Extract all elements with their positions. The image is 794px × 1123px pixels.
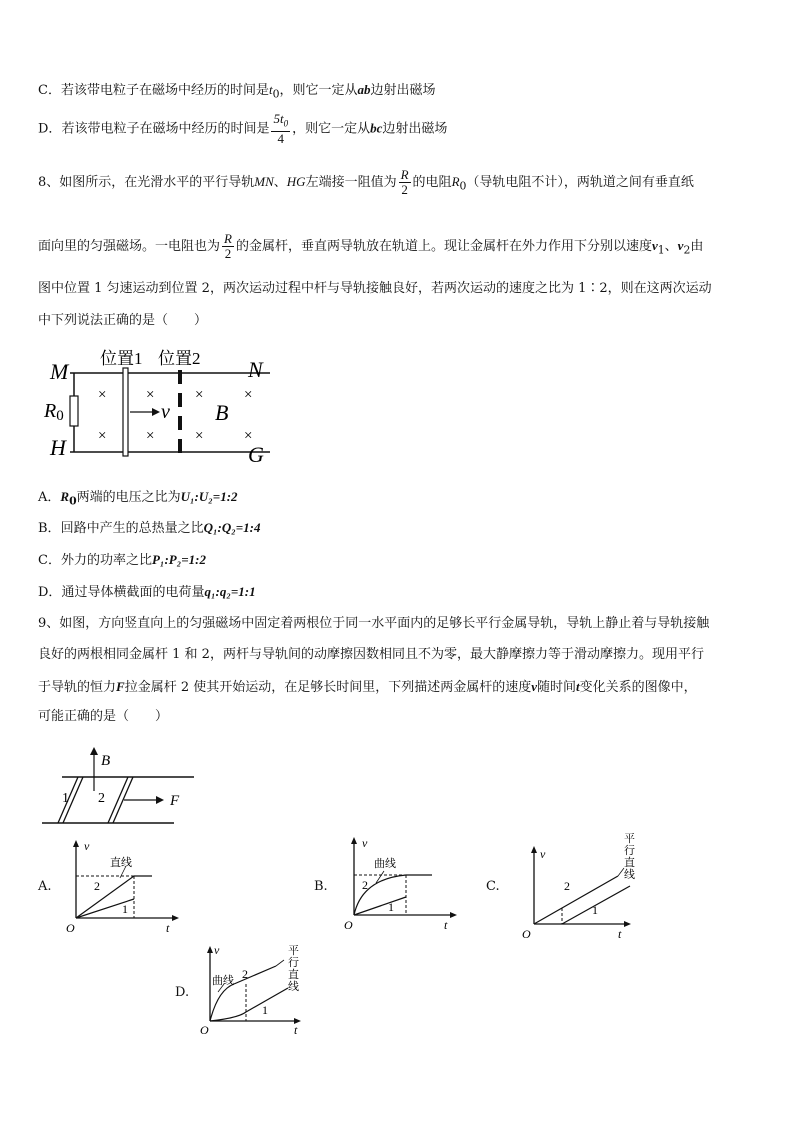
graph-d-label: D. (175, 985, 190, 1000)
label-b: B (101, 753, 111, 769)
svg-text:O: O (522, 927, 531, 940)
svg-text:O: O (66, 921, 75, 935)
svg-text:2: 2 (242, 967, 248, 981)
svg-text:v: v (214, 943, 220, 957)
q8-option-c: C．外力的功率之比P₁:P₂=1:2 (38, 552, 206, 568)
svg-text:2: 2 (362, 878, 368, 892)
svg-text:t: t (294, 1023, 298, 1037)
q8-stem-line3: 图中位置 1 匀速运动到位置 2，两次运动过程中杆与导轨接触良好，若两次运动的速度之比为 1∶2，则在这两次运动 (38, 281, 712, 296)
svg-text:×: × (98, 387, 107, 403)
svg-text:行: 行 (624, 845, 635, 857)
svg-text:1: 1 (388, 900, 394, 914)
svg-text:1: 1 (592, 903, 598, 917)
q8-stem-line4: 中下列说法正确的是（ ） (38, 313, 208, 328)
curve-2 (210, 984, 234, 1021)
label-h: H (50, 435, 66, 460)
svg-text:v: v (362, 836, 368, 850)
q8-stem-line2: 面向里的匀强磁场。一电阻也为 $\frac{R}{2}$ 的金属杆，垂直两导轨放在轨道上。现让金属杆在外力作用下分别以速度$v_1$、$v_2$由 (38, 231, 704, 261)
svg-text:×: × (98, 428, 107, 444)
svg-text:1: 1 (262, 1003, 268, 1017)
line-1 (354, 897, 406, 915)
q8-option-b: B．回路中产生的总热量之比Q₁:Q₂=1:4 (38, 520, 261, 536)
svg-text:直线: 直线 (110, 857, 132, 869)
svg-text:1: 1 (122, 902, 128, 916)
svg-text:2: 2 (564, 879, 570, 893)
svg-text:直: 直 (624, 857, 635, 869)
svg-text:2: 2 (94, 879, 100, 893)
label-position1: 位置1 (100, 349, 143, 368)
svg-text:平: 平 (624, 833, 635, 845)
svg-text:×: × (146, 387, 155, 403)
label-m: M (50, 359, 69, 384)
fraction-5t0-over-4: $\frac{5t_0}{4}$ (273, 111, 289, 146)
label-f: F (170, 793, 180, 809)
q8-option-a: A．$R_0$两端的电压之比为U₁:U₂=1:2 (38, 489, 238, 508)
svg-text:曲线: 曲线 (212, 975, 234, 987)
svg-text:×: × (244, 428, 253, 444)
note-parallel-lines (288, 944, 299, 993)
svg-text:×: × (244, 387, 253, 403)
q8-circuit-figure (40, 344, 280, 469)
q7-option-c: C．若该带电粒子在磁场中经历的时间是$t_0$，则它一定从ab边射出磁场 (38, 82, 436, 101)
graph-b-label: B. (314, 879, 328, 894)
svg-text:线: 线 (624, 869, 635, 881)
label-n: N (248, 357, 263, 382)
q8-stem-line1: 8、如图所示，在光滑水平的平行导轨MN、HG左端接一阻值为 $\frac{R}{2}$ 的电阻$R_0$（导轨电阻不计），两轨道之间有垂直纸 (38, 167, 694, 197)
q9-stem-line1: 9、如图，方向竖直向上的匀强磁场中固定着两根位于同一水平面内的足够长平行金属导轨，导轨上静止着与导轨接触 (38, 616, 710, 631)
svg-text:t: t (444, 918, 448, 932)
resistor-r0 (70, 396, 78, 426)
fraction-r-over-2: $\frac{R}{2}$ (400, 167, 409, 197)
svg-text:O: O (344, 918, 353, 932)
magnetic-field-crosses (98, 387, 252, 444)
line-2 (234, 966, 276, 984)
q9-stem-line4: 可能正确的是（ ） (38, 709, 169, 724)
rod-position1 (123, 368, 128, 456)
graph-c-label: C. (486, 879, 500, 894)
svg-text:×: × (195, 428, 204, 444)
svg-text:×: × (146, 428, 155, 444)
svg-text:直: 直 (288, 969, 299, 981)
q8-option-d: D．通过导体横截面的电荷量q₁:q₂=1:1 (38, 584, 256, 600)
fraction-r-over-2: $\frac{R}{2}$ (224, 231, 232, 261)
svg-text:曲线: 曲线 (374, 858, 396, 870)
graph-c (512, 830, 647, 940)
svg-text:O: O (200, 1023, 209, 1037)
svg-text:t: t (166, 921, 170, 935)
q7-option-d: D．若该带电粒子在磁场中经历的时间是 $\frac{5t_0}{4}$ ，则它一定从bc边射出磁场 (38, 111, 448, 146)
label-position2: 位置2 (158, 349, 201, 368)
note-parallel-lines (624, 832, 635, 881)
svg-text:线: 线 (288, 981, 299, 993)
svg-text:t: t (618, 927, 622, 940)
svg-text:v: v (540, 847, 546, 861)
curve-1 (210, 1012, 246, 1021)
svg-text:平: 平 (288, 945, 299, 957)
label-b: B (215, 400, 229, 425)
label-v: v (161, 401, 170, 423)
label-r0: R0 (44, 400, 64, 424)
q9-rails-figure (40, 745, 200, 830)
label-rod2: 2 (98, 791, 105, 806)
svg-text:行: 行 (288, 957, 299, 969)
label-rod1: 1 (62, 791, 69, 806)
graph-b (340, 835, 465, 935)
svg-text:×: × (195, 387, 204, 403)
graph-a (62, 838, 187, 938)
graph-d (198, 942, 318, 1037)
q9-stem-line3: 于导轨的恒力F拉金属杆 2 使其开始运动，在足够长时间里，下列描述两金属杆的速度v随时间t变化关系的图像中， (38, 679, 697, 695)
svg-text:v: v (84, 839, 90, 853)
label-g: G (248, 442, 264, 467)
graph-a-label: A. (38, 879, 52, 894)
q9-stem-line2: 良好的两根相同金属杆 1 和 2，两杆与导轨间的动摩擦因数相同且不为零，最大静摩擦力等于滑动摩擦力。现用平行 (38, 647, 704, 662)
